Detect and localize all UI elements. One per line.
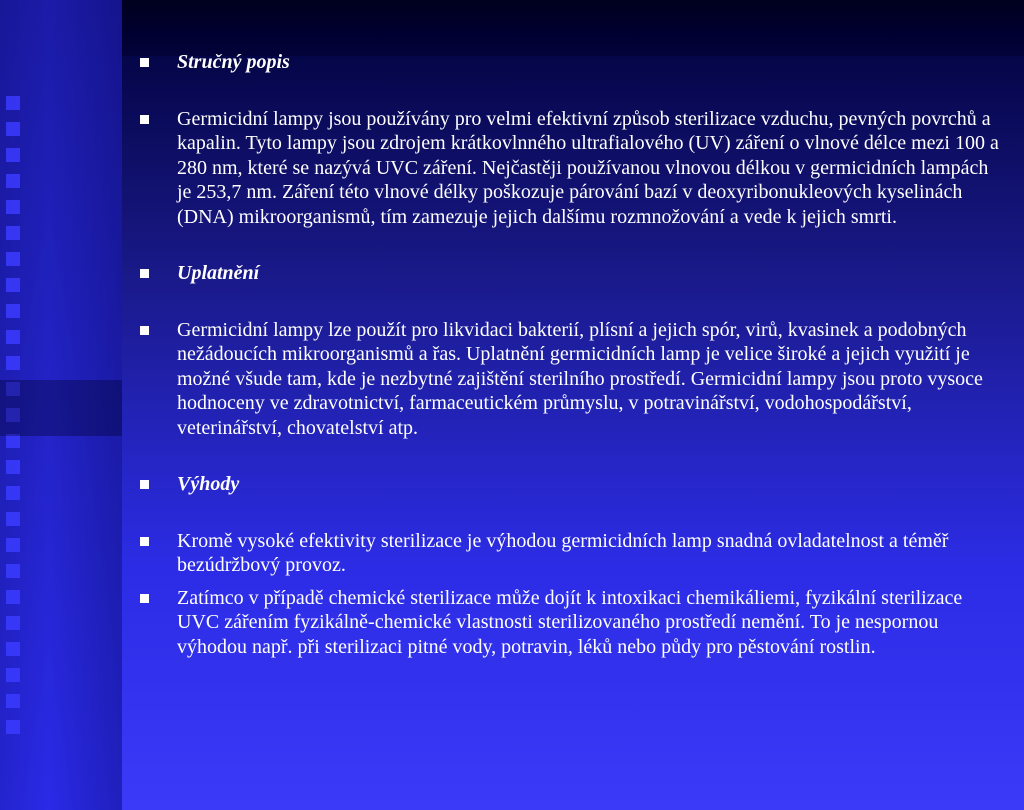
list-item — [138, 107, 1000, 230]
square-bullet-icon — [140, 594, 149, 603]
paragraph-text: Kromě vysoké efektivity sterilizace je výhodou germicidních lamp snadná ovladatelnost a téměř bezúdržbový provoz. — [177, 529, 949, 576]
strip-dark-band — [0, 380, 122, 436]
slide-content — [138, 50, 1000, 659]
square-bullet-icon — [140, 269, 149, 278]
square-bullet-icon — [140, 326, 149, 335]
section-heading: Výhody — [177, 473, 240, 495]
paragraph-text: Zatímco v případě chemické sterilizace může dojít k intoxikaci chemikáliemi, fyzikální sterilizace UVC zářením fyzikálně-chemické vlastnosti sterilizovaného prostředí nemění. To je nespornou výhodou např. při sterilizaci pitné vody, potravin, léků nebo půdy pro pěstování rostlin. — [177, 586, 963, 658]
paragraph-text: Germicidní lampy jsou používány pro velmi efektivní způsob sterilizace vzduchu, pevných povrchů a kapalin. Tyto lampy jsou zdrojem krátkovlnného ultrafialového (UV) záření o vlnové délce mezi 100 a 280 nm, které se nazývá UVC záření. Nejčastěji používanou vlnovou délkou v germicidních lampách je 253,7 nm. Záření této vlnové délky poškozuje párování bazí v deoxyribonukleových kyselinách (DNA) mikroorganismů, tím zamezuje jejich dalšímu rozmnožování a vede k jejich smrti. — [177, 107, 999, 228]
list-item-heading — [138, 50, 1000, 75]
square-bullet-icon — [140, 480, 149, 489]
top-dark-band — [122, 0, 1024, 56]
section-heading: Stručný popis — [177, 51, 290, 73]
list-item — [138, 318, 1000, 441]
square-bullet-icon — [140, 58, 149, 67]
section-heading: Uplatnění — [177, 262, 260, 284]
list-item-heading — [138, 472, 1000, 497]
list-item — [138, 586, 1000, 660]
square-bullet-icon — [140, 537, 149, 546]
square-bullet-icon — [140, 115, 149, 124]
list-item — [138, 529, 1000, 578]
list-item-heading — [138, 261, 1000, 286]
paragraph-text: Germicidní lampy lze použít pro likvidaci bakterií, plísní a jejich spór, virů, kvasinek a podobných nežádoucích mikroorganismů a řas. Uplatnění germicidních lamp je velice široké a jejich využití je možné všude tam, kde je nezbytné zajištění sterilního prostředí. Germicidní lampy jsou proto vysoce hodnoceny ve zdravotnictví, farmaceutickém průmyslu, v potravinářství, vodohospodářství, veterinářství, chovatelství atp. — [177, 318, 983, 439]
